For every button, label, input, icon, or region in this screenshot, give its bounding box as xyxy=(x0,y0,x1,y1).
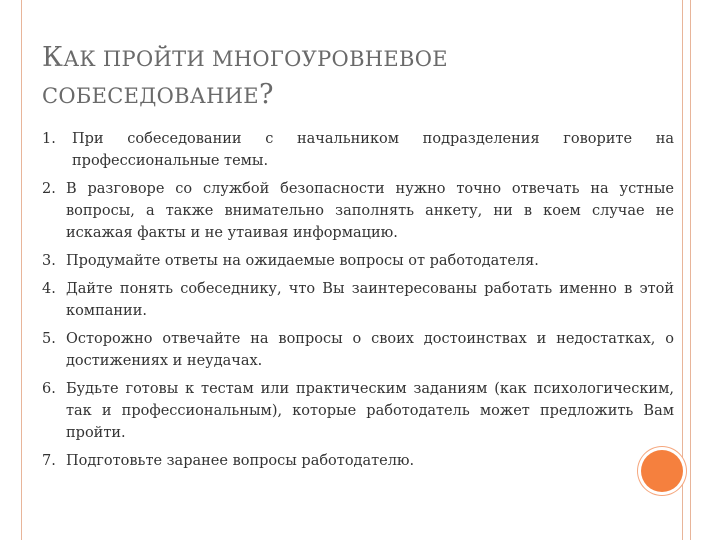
list-item-text: В разговоре со службой безопасности нужно точно отвечать на устные вопросы, а также внимательно заполнять анкету, ни в коем случае не искажая факты и не утаивая информацию. xyxy=(66,181,674,241)
list-item xyxy=(42,378,674,444)
list-item-number: 7. xyxy=(42,453,56,469)
list-item-number: 6. xyxy=(42,381,56,397)
list-item-text: Будьте готовы к тестам или практическим заданиям (как психологическим, так и профессиональным), которые работодатель может предложить Вам пройти. xyxy=(66,381,674,441)
list-item xyxy=(42,128,674,172)
decorative-orange-circle xyxy=(641,450,683,492)
slide-frame-right-line-outer xyxy=(690,0,691,540)
slide-title xyxy=(42,40,642,114)
list-item xyxy=(42,328,674,372)
title-initial: К xyxy=(42,42,64,73)
list-item xyxy=(42,450,674,472)
title-line1: АК ПРОЙТИ МНОГОУРОВНЕВОЕ xyxy=(63,47,448,71)
tips-list xyxy=(42,128,674,478)
title-question-mark: ? xyxy=(258,79,274,110)
list-item-text: При собеседовании с начальником подразделения говорите на профессиональные темы. xyxy=(72,131,674,169)
list-item xyxy=(42,250,674,272)
list-item xyxy=(42,278,674,322)
list-item-text: Продумайте ответы на ожидаемые вопросы от работодателя. xyxy=(66,253,539,269)
list-item-number: 3. xyxy=(42,253,56,269)
list-item-number: 5. xyxy=(42,331,56,347)
slide-frame-left-line xyxy=(21,0,22,540)
list-item-text: Дайте понять собеседнику, что Вы заинтересованы работать именно в этой компании. xyxy=(66,281,674,319)
list-item-text: Подготовьте заранее вопросы работодателю. xyxy=(66,453,415,469)
list-item-number: 1. xyxy=(42,131,56,147)
list-item-text: Осторожно отвечайте на вопросы о своих достоинствах и недостатках, о достижениях и неудачах. xyxy=(66,331,674,369)
title-line2: СОБЕСЕДОВАНИЕ xyxy=(42,84,259,108)
list-item-number: 2. xyxy=(42,181,56,197)
list-item-number: 4. xyxy=(42,281,56,297)
list-item xyxy=(42,178,674,244)
slide-frame-right-line xyxy=(682,0,683,540)
